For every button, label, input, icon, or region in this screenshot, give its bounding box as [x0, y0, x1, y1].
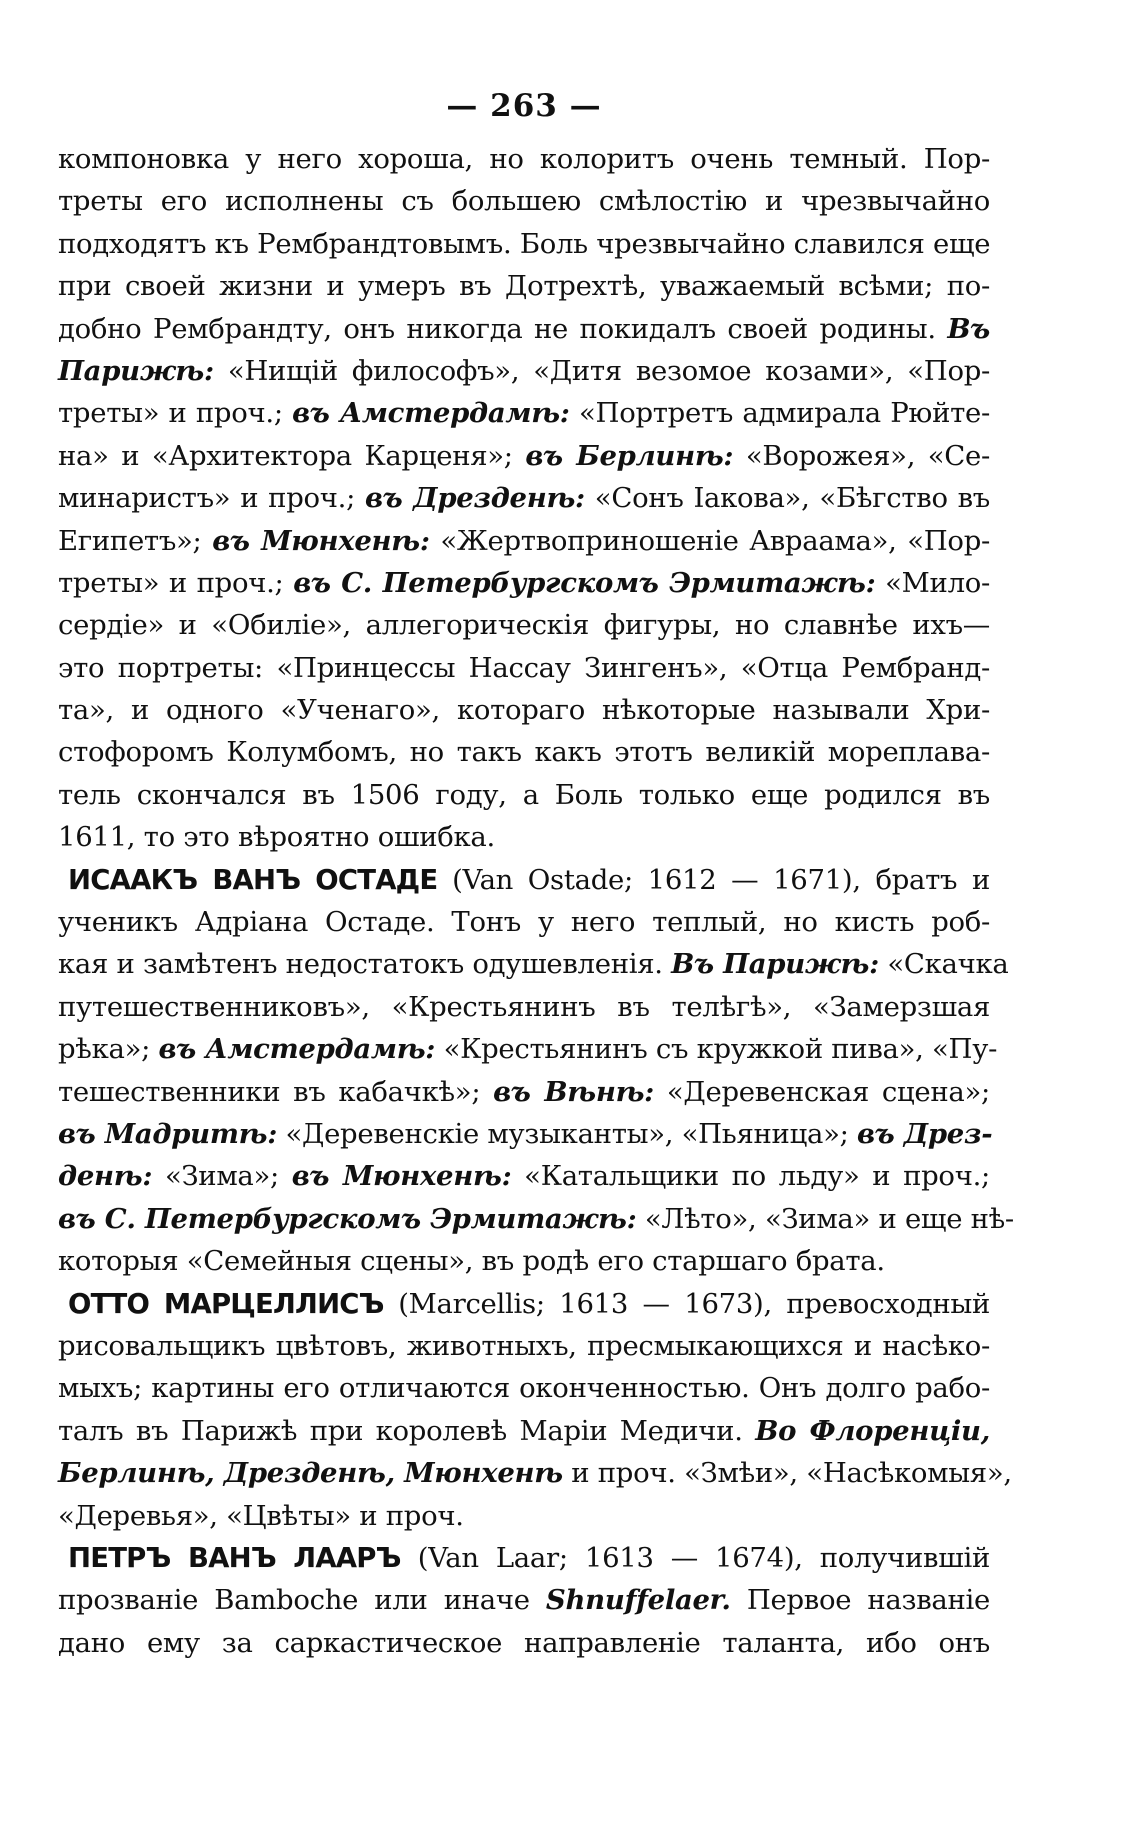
- text-run: треты его исполнены съ большею смѣлостію и чрезвычайно: [58, 185, 990, 218]
- text-line: [58, 180, 990, 222]
- text-line: [58, 562, 990, 604]
- text-run: «Деревья», «Цвѣты» и проч.: [58, 1499, 464, 1532]
- text-line: [58, 943, 1009, 985]
- text-line: [58, 1113, 993, 1155]
- text-run: кая и замѣтенъ недостатокъ одушевленія.: [58, 948, 672, 981]
- text-run: путешественниковъ», «Крестьянинъ въ телѣгѣ», «Замерзшая: [58, 990, 990, 1023]
- text-run: минаристъ» и проч.;: [58, 482, 365, 515]
- italic-location: Въ: [947, 312, 990, 345]
- text-run: на» и «Архитектора Карценя»;: [58, 439, 526, 472]
- text-run: дано ему за саркастическое направленіе таланта, ибо онъ: [58, 1626, 990, 1659]
- text-line: [58, 647, 990, 689]
- text-line: [58, 223, 990, 265]
- text-line: [58, 1579, 990, 1621]
- text-line: [58, 1028, 998, 1070]
- text-line: [58, 520, 990, 562]
- text-run: треты» и проч.;: [58, 397, 293, 430]
- text-run: (Van Ostade; 1612 — 1671), братъ и: [437, 863, 990, 896]
- text-line: [58, 604, 990, 646]
- italic-location: Берлинѣ, Дрезденѣ, Мюнхенѣ: [58, 1457, 563, 1490]
- text-line: [58, 1537, 990, 1579]
- text-line: [58, 1495, 990, 1537]
- text-line: [58, 859, 990, 901]
- text-line: [58, 1452, 1012, 1494]
- text-line: [58, 1283, 990, 1325]
- text-line: [58, 435, 990, 477]
- text-run: «Зима»;: [152, 1160, 292, 1193]
- text-run: компоновка у него хороша, но колоритъ очень темный. Пор-: [58, 143, 990, 175]
- page-number: — 263 —: [446, 88, 602, 124]
- text-run: та», и одного «Ученаго», котораго нѣкоторые называли Хри-: [58, 694, 990, 727]
- text-run: «Крестьянинъ съ кружкой пива», «Пу-: [435, 1033, 998, 1066]
- italic-location: въ Дрез-: [857, 1117, 993, 1150]
- italic-location: Парижѣ:: [58, 354, 214, 387]
- italic-location: въ Дрезденѣ:: [364, 482, 585, 515]
- text-run: «Лѣто», «Зима» и еще нѣ-: [636, 1202, 1014, 1235]
- text-run: талъ въ Парижѣ при королевѣ Маріи Медичи.: [58, 1414, 756, 1447]
- italic-location: въ Мюнхенѣ:: [212, 524, 430, 557]
- text-run: «Сонъ Іакова», «Бѣгство въ: [584, 482, 990, 515]
- text-line: [58, 265, 990, 307]
- text-line: [58, 1240, 990, 1282]
- text-line: [58, 477, 990, 519]
- text-run: Первое названіе: [730, 1584, 990, 1617]
- text-line: [58, 1410, 990, 1452]
- text-line: [58, 1622, 990, 1664]
- text-run: тель скончался въ 1506 году, а Боль только еще родился въ: [58, 778, 990, 811]
- italic-location: въ С. Петербургскомъ Эрмитажѣ:: [293, 566, 876, 599]
- italic-location: въ Мадритѣ:: [58, 1117, 278, 1150]
- text-line: [58, 816, 990, 858]
- text-line: [58, 1367, 990, 1409]
- text-run: рѣка»;: [58, 1033, 159, 1066]
- page-body-text: [58, 138, 1014, 1664]
- text-run: рисовальщикъ цвѣтовъ, животныхъ, пресмыкающихся и насѣко-: [58, 1329, 990, 1362]
- text-line: [58, 774, 990, 816]
- text-line: [58, 689, 990, 731]
- text-line: [58, 901, 990, 943]
- text-run: мыхъ; картины его отличаются оконченностью. Онъ долго рабо-: [58, 1372, 990, 1405]
- text-run: треты» и проч.;: [58, 566, 294, 599]
- text-run: прозваніе Bamboche или иначе: [58, 1584, 546, 1617]
- text-run: тешественники въ кабачкѣ»;: [58, 1075, 494, 1108]
- text-run: при своей жизни и умеръ въ Дотрехтѣ, уважаемый всѣми; по-: [58, 270, 990, 303]
- italic-location: Во Флоренціи,: [755, 1414, 990, 1447]
- artist-name-heading: ПЕТРЪ ВАНЪ ЛААРЪ: [68, 1541, 401, 1574]
- artist-name-heading: ИСААКЪ ВАНЪ ОСТАДЕ: [68, 863, 438, 896]
- text-run: ученикъ Адріана Остаде. Тонъ у него теплый, но кисть роб-: [58, 906, 990, 939]
- text-run: «Скачка: [878, 948, 1009, 981]
- text-run: «Портретъ адмирала Рюйте-: [569, 397, 990, 430]
- text-run: «Деревенская сцена»;: [654, 1075, 990, 1108]
- italic-location: въ Амстердамѣ:: [158, 1033, 436, 1066]
- text-run: «Жертвоприношеніе Авраама», «Пор-: [429, 524, 990, 557]
- text-run: сердіе» и «Обиліе», аллегорическія фигуры, но славнѣе ихъ—: [58, 609, 990, 642]
- text-run: которыя «Семейныя сцены», въ родѣ его старшаго брата.: [58, 1245, 885, 1278]
- italic-location: Въ Парижѣ:: [671, 948, 879, 981]
- italic-location: въ Мюнхенѣ:: [291, 1160, 512, 1193]
- text-run: «Ворожея», «Се-: [733, 439, 990, 472]
- text-run: Египетъ»;: [58, 524, 213, 557]
- text-run: «Деревенскіе музыканты», «Пьяница»;: [277, 1117, 857, 1150]
- text-line: [58, 731, 990, 773]
- text-run: 1611, то это вѣроятно ошибка.: [58, 821, 495, 854]
- italic-location: въ Вѣнѣ:: [493, 1075, 655, 1108]
- italic-location: Shnuffelaer.: [545, 1584, 731, 1617]
- italic-location: въ Амстердамѣ:: [292, 397, 570, 430]
- text-run: «Катальщики по льду» и проч.;: [511, 1160, 990, 1193]
- text-line: [58, 308, 990, 350]
- text-run: это портреты: «Принцессы Нассау Зингенъ», «Отца Рембранд-: [58, 651, 990, 684]
- text-line: [58, 986, 990, 1028]
- text-line: [58, 392, 990, 434]
- text-line: [58, 138, 990, 180]
- text-run: и проч. «Змѣи», «Насѣкомыя»,: [562, 1457, 1012, 1490]
- text-run: стофоромъ Колумбомъ, но такъ какъ этотъ великій мореплава-: [58, 736, 990, 769]
- text-line: [58, 1325, 990, 1367]
- artist-name-heading: ОТТО МАРЦЕЛЛИСЪ: [68, 1287, 384, 1320]
- italic-location: въ Берлинѣ:: [525, 439, 734, 472]
- text-run: (Marcellis; 1613 — 1673), превосходный: [383, 1287, 990, 1320]
- text-run: «Мило-: [875, 566, 990, 599]
- text-run: подходятъ къ Рембрандтовымъ. Боль чрезвычайно славился еще: [58, 227, 991, 260]
- text-line: [58, 1071, 990, 1113]
- text-line: [58, 350, 990, 392]
- text-run: (Van Laar; 1613 — 1674), получившій: [400, 1541, 990, 1574]
- italic-location: въ С. Петербургскомъ Эрмитажѣ:: [58, 1202, 637, 1235]
- italic-location: денѣ:: [58, 1160, 153, 1193]
- text-run: добно Рембрандту, онъ никогда не покидалъ своей родины.: [58, 312, 948, 345]
- text-line: [58, 1198, 1014, 1240]
- text-run: «Нищій философъ», «Дитя везомое козами», «Пор-: [213, 354, 990, 387]
- text-line: [58, 1155, 990, 1197]
